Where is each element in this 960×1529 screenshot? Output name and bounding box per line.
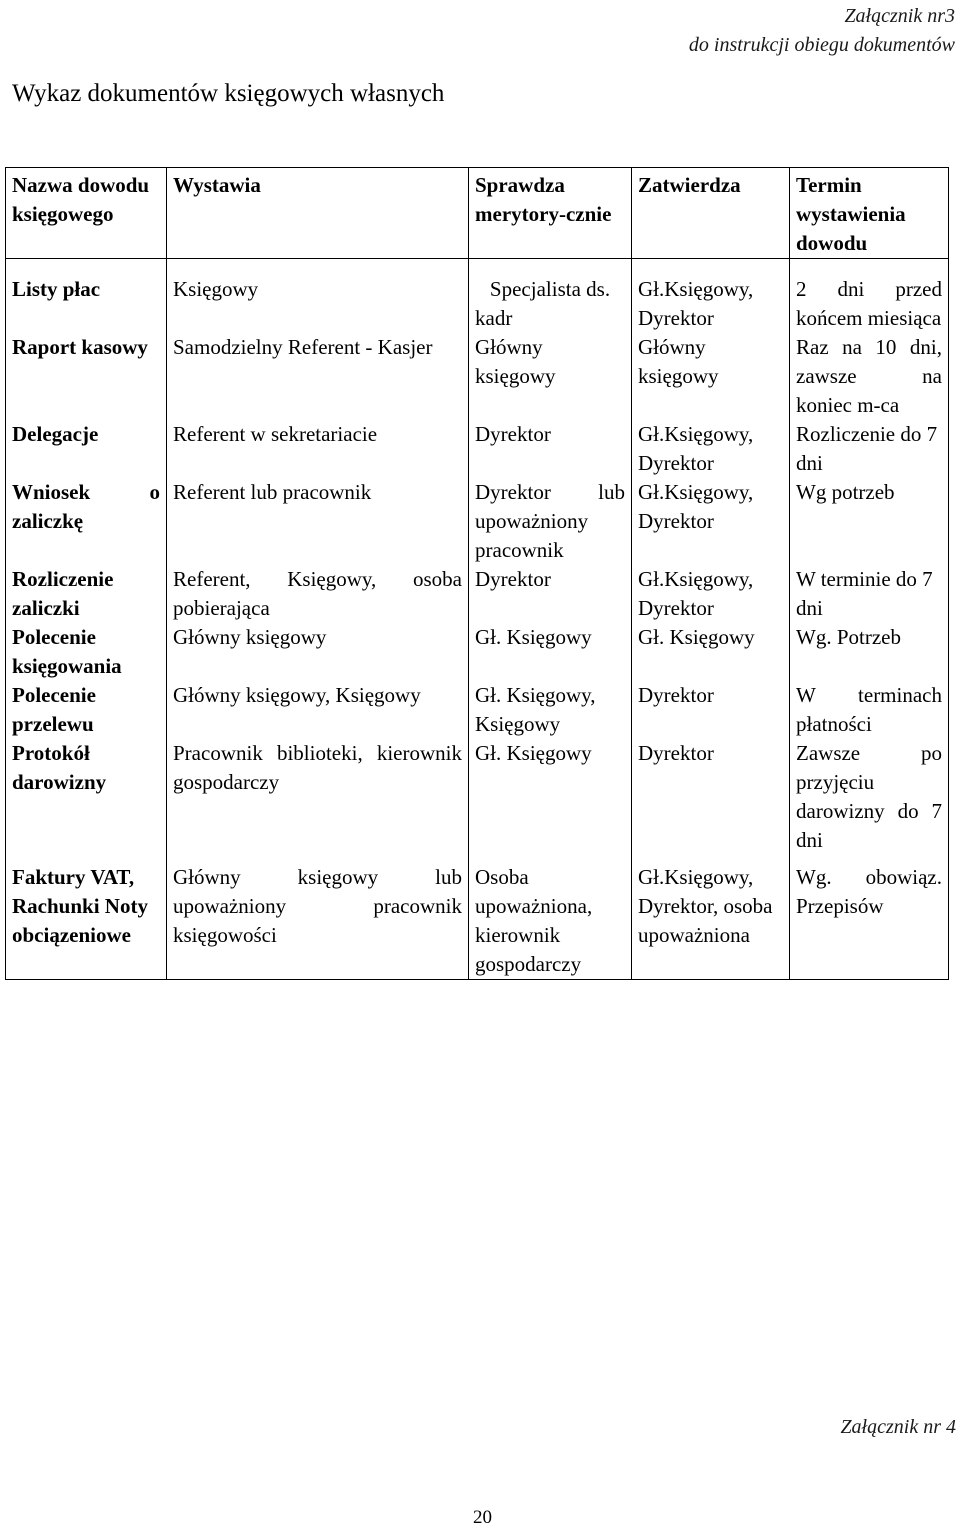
cell-document-name: Raport kasowy: [6, 333, 167, 420]
table-row: [6, 863, 949, 980]
cell-document-name: Listy płac: [6, 259, 167, 334]
cell-checked-by: Specjalista ds. kadr: [469, 259, 632, 334]
cell-issue-deadline: Wg. Potrzeb: [790, 623, 949, 681]
cell-checked-by: Główny księgowy: [469, 333, 632, 420]
cell-issue-deadline: Raz na 10 dni, zawsze na koniec m-ca: [790, 333, 949, 420]
table-row: [6, 478, 949, 565]
cell-document-name: Wniosek o zaliczkę: [6, 478, 167, 565]
cell-approved-by: Gł.Księgowy, Dyrektor: [632, 565, 790, 623]
cell-issued-by: Referent, Księgowy, osoba pobierająca: [167, 565, 469, 623]
cell-checked-by: Dyrektor lub upoważniony pracownik: [469, 478, 632, 565]
cell-approved-by: Główny księgowy: [632, 333, 790, 420]
cell-checked-by: Gł. Księgowy: [469, 623, 632, 681]
cell-checked-by: Dyrektor: [469, 420, 632, 478]
attachment-number: Załącznik nr3: [844, 5, 955, 27]
cell-approved-by: Gł.Księgowy, Dyrektor: [632, 259, 790, 334]
table-row: [6, 623, 949, 681]
cell-document-name: Polecenie przelewu: [6, 681, 167, 739]
cell-approved-by: Gł. Księgowy: [632, 623, 790, 681]
table-row: [6, 565, 949, 623]
document-title: Wykaz dokumentów księgowych własnych: [12, 80, 445, 107]
cell-approved-by: Dyrektor: [632, 739, 790, 863]
cell-checked-by: Osoba upoważniona, kierownik gospodarczy: [469, 863, 632, 980]
column-header-issued-by: Wystawia: [167, 168, 469, 259]
table-header-row: [6, 168, 949, 259]
cell-approved-by: Gł.Księgowy, Dyrektor, osoba upoważniona: [632, 863, 790, 980]
cell-checked-by: Gł. Księgowy: [469, 739, 632, 863]
cell-issued-by: Pracownik biblioteki, kierownik gospodarczy: [167, 739, 469, 863]
table-row: [6, 681, 949, 739]
cell-document-name: Rozliczenie zaliczki: [6, 565, 167, 623]
cell-issue-deadline: Wg. obowiąz. Przepisów: [790, 863, 949, 980]
attachment-header-note: [689, 2, 955, 60]
attachment-description: do instrukcji obiegu dokumentów: [688, 34, 955, 56]
column-header-issue-deadline: Termin wystawienia dowodu: [790, 168, 949, 259]
cell-issued-by: Księgowy: [167, 259, 469, 334]
cell-issue-deadline: Zawsze po przyjęciu darowizny do 7 dni: [790, 739, 949, 863]
column-header-document-name: Nazwa dowodu księgowego: [6, 168, 167, 259]
cell-approved-by: Gł.Księgowy, Dyrektor: [632, 420, 790, 478]
cell-document-name: Faktury VAT, Rachunki Noty obciązeniowe: [6, 863, 167, 980]
cell-issue-deadline: Wg potrzeb: [790, 478, 949, 565]
cell-issue-deadline: W terminie do 7 dni: [790, 565, 949, 623]
cell-issued-by: Referent lub pracownik: [167, 478, 469, 565]
cell-approved-by: Gł.Księgowy, Dyrektor: [632, 478, 790, 565]
column-header-approved-by: Zatwierdza: [632, 168, 790, 259]
table-header: [6, 168, 949, 259]
table-row: [6, 420, 949, 478]
table-body: [6, 259, 949, 980]
page-number: 20: [473, 1507, 492, 1528]
cell-issue-deadline: W terminach płatności: [790, 681, 949, 739]
cell-issued-by: Referent w sekretariacie: [167, 420, 469, 478]
table-row: [6, 739, 949, 863]
cell-issued-by: Samodzielny Referent - Kasjer: [167, 333, 469, 420]
cell-checked-by: Dyrektor: [469, 565, 632, 623]
table-row: [6, 333, 949, 420]
cell-document-name: Protokół darowizny: [6, 739, 167, 863]
cell-issued-by: Główny księgowy: [167, 623, 469, 681]
accounting-documents-table: [5, 167, 949, 980]
next-attachment-label: Załącznik nr 4: [840, 1416, 956, 1438]
table-row: [6, 259, 949, 334]
cell-issued-by: Główny księgowy lub upoważniony pracownik księgowości: [167, 863, 469, 980]
cell-document-name: Delegacje: [6, 420, 167, 478]
column-header-checked-by: Sprawdza merytory-cznie: [469, 168, 632, 259]
cell-issue-deadline: 2 dni przed końcem miesiąca: [790, 259, 949, 334]
cell-approved-by: Dyrektor: [632, 681, 790, 739]
cell-issue-deadline: Rozliczenie do 7 dni: [790, 420, 949, 478]
cell-document-name: Polecenie księgowania: [6, 623, 167, 681]
cell-checked-by: Gł. Księgowy, Księgowy: [469, 681, 632, 739]
cell-issued-by: Główny księgowy, Księgowy: [167, 681, 469, 739]
